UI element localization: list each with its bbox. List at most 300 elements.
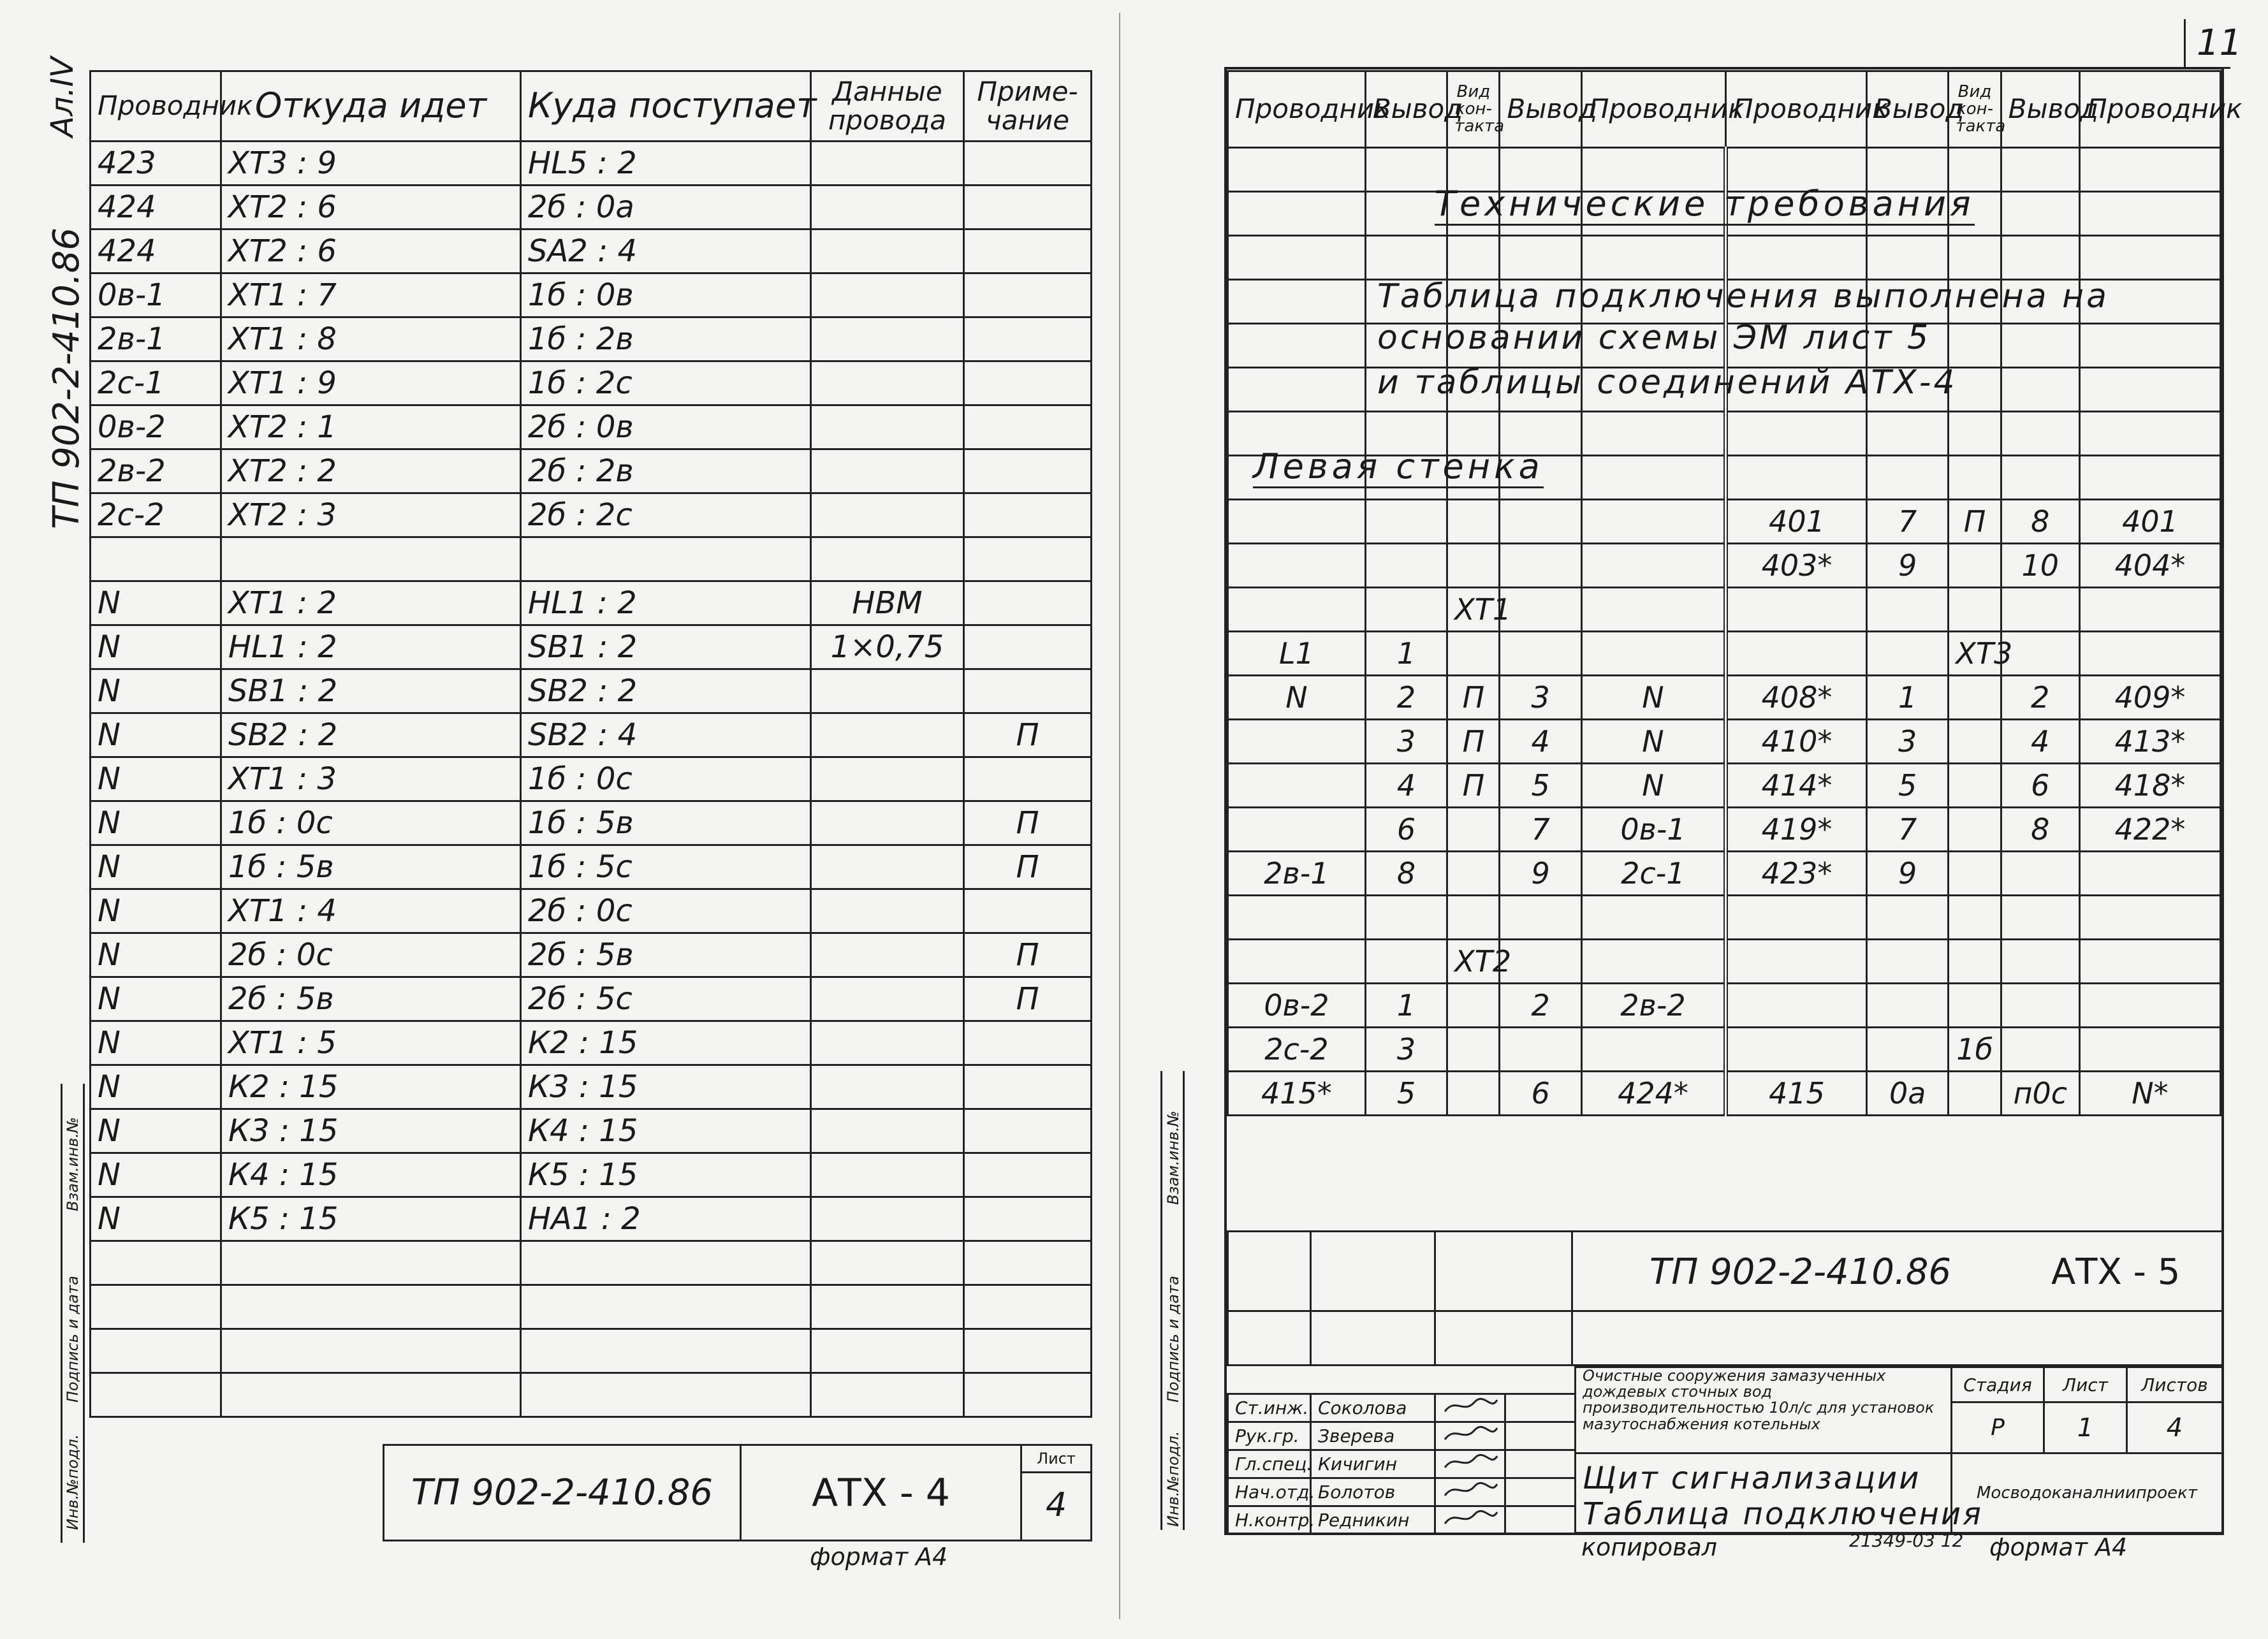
cell-to: 2б : 5в bbox=[521, 933, 811, 977]
stamp-person-role: Рук.гр. bbox=[1228, 1422, 1311, 1450]
cell-from: ХТ1 : 4 bbox=[221, 889, 521, 933]
signature-cell bbox=[1435, 1478, 1505, 1506]
cell-output-c bbox=[1866, 456, 1948, 500]
cell-output-d: п0с bbox=[2001, 1072, 2079, 1116]
cell-conductor bbox=[91, 1241, 221, 1285]
cell-conductor-b bbox=[1581, 632, 1725, 676]
table-row bbox=[1228, 1028, 2221, 1072]
stamp-code-row bbox=[1227, 1230, 2223, 1366]
cell-output-d bbox=[2001, 852, 2079, 896]
cell-wire-data bbox=[811, 537, 964, 581]
note-line-2: основании схемы ЭМ лист 5 bbox=[1377, 319, 1931, 357]
cell-conductor-c bbox=[1726, 588, 1867, 632]
cell-wire-data bbox=[811, 186, 964, 229]
cell-to: НА1 : 2 bbox=[521, 1197, 811, 1241]
cell-contact-b bbox=[1949, 236, 2001, 280]
table-row bbox=[91, 933, 1092, 977]
cell-wire-data bbox=[811, 845, 964, 889]
cell-conductor-c bbox=[1726, 412, 1867, 456]
cell-note: П bbox=[964, 933, 1092, 977]
cell-conductor-d: N* bbox=[2079, 1072, 2220, 1116]
cell-output-c bbox=[1866, 940, 1948, 984]
table-row bbox=[1228, 896, 2221, 940]
cell-wire-data bbox=[811, 801, 964, 845]
stamp-person-name: Зверева bbox=[1311, 1422, 1435, 1450]
cell-contact-a bbox=[1447, 236, 1500, 280]
table-row bbox=[1228, 720, 2221, 764]
table-row bbox=[91, 1373, 1092, 1417]
header-conductor: Проводник bbox=[91, 71, 221, 142]
cell-output-a: 6 bbox=[1365, 808, 1447, 852]
table-row bbox=[1228, 808, 2221, 852]
cell-contact-b bbox=[1949, 1072, 2001, 1116]
cell-conductor-c: 403* bbox=[1726, 544, 1867, 588]
cell-conductor-d: 409* bbox=[2079, 676, 2220, 720]
cell-conductor: 424 bbox=[91, 186, 221, 229]
cell-conductor-b bbox=[1581, 412, 1725, 456]
cell-contact-b bbox=[1949, 412, 2001, 456]
cell-conductor: N bbox=[91, 1153, 221, 1197]
cell-output-c: 1 bbox=[1866, 676, 1948, 720]
cell-conductor-b bbox=[1581, 896, 1725, 940]
cell-conductor: N bbox=[91, 1065, 221, 1109]
stamp-person-name: Кичигин bbox=[1311, 1450, 1435, 1478]
cell-from bbox=[221, 1373, 521, 1417]
rh-output-2: Вывод bbox=[1500, 71, 1581, 148]
cell-to: 2б : 2с bbox=[521, 493, 811, 537]
cell-note bbox=[964, 1285, 1092, 1329]
cell-conductor-d bbox=[2079, 324, 2220, 368]
stamp-person-name: Редникин bbox=[1311, 1506, 1435, 1534]
right-margin-label: Подпись и дата bbox=[1164, 1276, 1182, 1402]
cell-contact-b bbox=[1949, 852, 2001, 896]
cell-output-d bbox=[2001, 192, 2079, 236]
cell-wire-data bbox=[811, 229, 964, 273]
table-row bbox=[91, 669, 1092, 713]
cell-conductor-b bbox=[1581, 544, 1725, 588]
table-row bbox=[1228, 588, 2221, 632]
cell-conductor: 423 bbox=[91, 142, 221, 186]
cell-contact-b bbox=[1949, 984, 2001, 1028]
stamp-object: Очистные сооружения замазученных дождевых сточных вод производительностью 10л/с для установок мазутоснабжения котельных bbox=[1576, 1367, 1952, 1453]
table-row bbox=[91, 317, 1092, 361]
left-doc-id: АТХ - 4 bbox=[741, 1445, 1021, 1541]
signature-scribble bbox=[1442, 1423, 1500, 1445]
cell-conductor-a bbox=[1228, 368, 1366, 412]
cell-conductor-a: 2с-2 bbox=[1228, 1028, 1366, 1072]
stamp-title bbox=[1574, 1366, 2223, 1534]
cell-to: 1б : 0с bbox=[521, 757, 811, 801]
table-row bbox=[91, 889, 1092, 933]
cell-contact-a bbox=[1447, 984, 1500, 1028]
cell-conductor-d bbox=[2079, 456, 2220, 500]
cell-contact-b bbox=[1949, 324, 2001, 368]
cell-conductor-c bbox=[1726, 632, 1867, 676]
cell-conductor bbox=[91, 1373, 221, 1417]
left-title-block bbox=[383, 1444, 1092, 1541]
cell-from: SB1 : 2 bbox=[221, 669, 521, 713]
cell-output-a bbox=[1365, 544, 1447, 588]
cell-output-a: 1 bbox=[1365, 632, 1447, 676]
cell-to: 2б : 2в bbox=[521, 449, 811, 493]
cell-conductor-a bbox=[1228, 940, 1366, 984]
cell-contact-b: 1б bbox=[1949, 1028, 2001, 1072]
cell-conductor bbox=[91, 1285, 221, 1329]
cell-wire-data bbox=[811, 1153, 964, 1197]
cell-from: ХТ2 : 1 bbox=[221, 405, 521, 449]
cell-conductor-c: 415 bbox=[1726, 1072, 1867, 1116]
cell-from: ХТ2 : 3 bbox=[221, 493, 521, 537]
cell-output-d bbox=[2001, 412, 2079, 456]
cell-to: SA2 : 4 bbox=[521, 229, 811, 273]
cell-contact-a bbox=[1447, 1072, 1500, 1116]
cell-to: 1б : 5с bbox=[521, 845, 811, 889]
cell-output-b bbox=[1500, 632, 1581, 676]
cell-output-b bbox=[1500, 940, 1581, 984]
cell-conductor-c bbox=[1726, 456, 1867, 500]
cell-conductor-d: 422* bbox=[2079, 808, 2220, 852]
cell-wire-data bbox=[811, 449, 964, 493]
stamp-sheets: 4 bbox=[2127, 1402, 2223, 1453]
note-line-1: Таблица подключения выполнена на bbox=[1377, 277, 2110, 316]
cell-conductor bbox=[91, 537, 221, 581]
table-row bbox=[91, 1197, 1092, 1241]
cell-conductor-a: L1 bbox=[1228, 632, 1366, 676]
cell-conductor-d bbox=[2079, 1028, 2220, 1072]
cell-contact-a bbox=[1447, 896, 1500, 940]
cell-conductor-b: N bbox=[1581, 676, 1725, 720]
cell-conductor-d bbox=[2079, 940, 2220, 984]
cell-conductor-c: 423* bbox=[1726, 852, 1867, 896]
cell-wire-data bbox=[811, 889, 964, 933]
cell-conductor-c: 410* bbox=[1726, 720, 1867, 764]
table-row bbox=[91, 845, 1092, 889]
cell-output-b bbox=[1500, 588, 1581, 632]
cell-wire-data bbox=[811, 361, 964, 405]
cell-from: ХТ1 : 9 bbox=[221, 361, 521, 405]
cell-conductor-b: N bbox=[1581, 764, 1725, 808]
cell-to: 2б : 0с bbox=[521, 889, 811, 933]
cell-to: 1б : 5в bbox=[521, 801, 811, 845]
cell-contact-b: П bbox=[1949, 500, 2001, 544]
cell-output-c: 3 bbox=[1866, 720, 1948, 764]
cell-conductor-c bbox=[1726, 1028, 1867, 1072]
cell-output-c: 0а bbox=[1866, 1072, 1948, 1116]
table-row bbox=[91, 537, 1092, 581]
stamp-person-name: Болотов bbox=[1311, 1478, 1435, 1506]
tech-req-title: Технические требования bbox=[1435, 184, 1975, 226]
cell-conductor-a bbox=[1228, 544, 1366, 588]
cell-contact-a bbox=[1447, 808, 1500, 852]
cell-wire-data bbox=[811, 1065, 964, 1109]
left-wall-label: Левая стенка bbox=[1253, 446, 1544, 488]
signature-cell bbox=[1435, 1450, 1505, 1478]
cell-from: 2б : 0с bbox=[221, 933, 521, 977]
cell-output-c: 5 bbox=[1866, 764, 1948, 808]
cell-conductor-a: 415* bbox=[1228, 1072, 1366, 1116]
cell-from: К3 : 15 bbox=[221, 1109, 521, 1153]
cell-conductor-d bbox=[2079, 852, 2220, 896]
cell-conductor: N bbox=[91, 713, 221, 757]
cell-conductor: 2в-2 bbox=[91, 449, 221, 493]
left-margin-label: Подпись и дата bbox=[64, 1276, 82, 1402]
cell-to bbox=[521, 1241, 811, 1285]
cell-conductor-b bbox=[1581, 940, 1725, 984]
cell-contact-a: П bbox=[1447, 764, 1500, 808]
cell-note bbox=[964, 361, 1092, 405]
stamp-title-2: Таблица подключения bbox=[1583, 1496, 1983, 1532]
cell-contact-a bbox=[1447, 544, 1500, 588]
cell-conductor: N bbox=[91, 845, 221, 889]
cell-output-d: 8 bbox=[2001, 808, 2079, 852]
cell-wire-data bbox=[811, 1241, 964, 1285]
cell-conductor-c bbox=[1726, 984, 1867, 1028]
cell-output-b: 6 bbox=[1500, 1072, 1581, 1116]
cell-contact-a bbox=[1447, 632, 1500, 676]
table-row bbox=[91, 142, 1092, 186]
date-cell bbox=[1505, 1450, 1576, 1478]
cell-wire-data bbox=[811, 1109, 964, 1153]
date-cell bbox=[1505, 1478, 1576, 1506]
right-footer-copied: копировал bbox=[1581, 1533, 1718, 1561]
rh-conductor-1: Проводник bbox=[1228, 71, 1366, 148]
table-row bbox=[91, 757, 1092, 801]
cell-output-b: 5 bbox=[1500, 764, 1581, 808]
cell-output-c bbox=[1866, 632, 1948, 676]
cell-note bbox=[964, 625, 1092, 669]
cell-conductor: 0в-2 bbox=[91, 405, 221, 449]
cell-conductor-d bbox=[2079, 236, 2220, 280]
table-row bbox=[91, 1241, 1092, 1285]
cell-note bbox=[964, 229, 1092, 273]
note-line-3: и таблицы соединений АТХ-4 bbox=[1377, 363, 1957, 402]
left-margin-code: ТП 902-2-410.86 bbox=[46, 228, 87, 529]
cell-note: П bbox=[964, 977, 1092, 1021]
cell-from bbox=[221, 1241, 521, 1285]
cell-note bbox=[964, 1109, 1092, 1153]
signature-scribble bbox=[1442, 1479, 1500, 1501]
table-row bbox=[91, 581, 1092, 625]
table-row bbox=[91, 1153, 1092, 1197]
cell-conductor-a: 0в-2 bbox=[1228, 984, 1366, 1028]
cell-output-b bbox=[1500, 1028, 1581, 1072]
cell-wire-data: 1×0,75 bbox=[811, 625, 964, 669]
cell-conductor-b bbox=[1581, 456, 1725, 500]
cell-note bbox=[964, 1021, 1092, 1065]
cell-from: 1б : 0с bbox=[221, 801, 521, 845]
right-footer-number: 21349-03 12 bbox=[1849, 1530, 1964, 1551]
cell-conductor: N bbox=[91, 1109, 221, 1153]
cell-conductor-d bbox=[2079, 412, 2220, 456]
cell-output-d bbox=[2001, 984, 2079, 1028]
cell-conductor-a: N bbox=[1228, 676, 1366, 720]
left-sheet-cell bbox=[1021, 1445, 1092, 1541]
cell-output-d: 4 bbox=[2001, 720, 2079, 764]
table-row bbox=[91, 186, 1092, 229]
cell-conductor: N bbox=[91, 977, 221, 1021]
cell-from: SB2 : 2 bbox=[221, 713, 521, 757]
cell-note bbox=[964, 1373, 1092, 1417]
cell-conductor: N bbox=[91, 625, 221, 669]
cell-note bbox=[964, 1241, 1092, 1285]
cell-wire-data bbox=[811, 669, 964, 713]
cell-output-d: 6 bbox=[2001, 764, 2079, 808]
cell-conductor-b bbox=[1581, 1028, 1725, 1072]
left-margin-label: Взам.инв.№ bbox=[64, 1117, 82, 1211]
cell-conductor bbox=[91, 1329, 221, 1373]
cell-contact-a: П bbox=[1447, 676, 1500, 720]
cell-conductor-d: 413* bbox=[2079, 720, 2220, 764]
cell-output-d bbox=[2001, 456, 2079, 500]
date-cell bbox=[1505, 1506, 1576, 1534]
cell-from: К5 : 15 bbox=[221, 1197, 521, 1241]
stamp-stage-label: Стадия bbox=[1952, 1367, 2044, 1402]
right-connection-table bbox=[1227, 70, 2242, 1116]
stamp-doc-id: АТХ - 5 bbox=[2051, 1251, 2181, 1293]
cell-note bbox=[964, 273, 1092, 317]
cell-conductor-d bbox=[2079, 148, 2220, 192]
cell-conductor-d bbox=[2079, 896, 2220, 940]
cell-output-a bbox=[1365, 588, 1447, 632]
cell-conductor: 2с-1 bbox=[91, 361, 221, 405]
stamp-person-role: Нач.отд. bbox=[1228, 1478, 1311, 1506]
table-row bbox=[1228, 940, 2221, 984]
cell-contact-b bbox=[1949, 588, 2001, 632]
cell-from: ХТ2 : 2 bbox=[221, 449, 521, 493]
cell-note bbox=[964, 317, 1092, 361]
cell-contact-a: П bbox=[1447, 720, 1500, 764]
cell-conductor: 0в-1 bbox=[91, 273, 221, 317]
cell-conductor: N bbox=[91, 1021, 221, 1065]
cell-conductor: N bbox=[91, 889, 221, 933]
left-sheet-number: 4 bbox=[1045, 1486, 1067, 1524]
cell-wire-data bbox=[811, 1285, 964, 1329]
left-doc-code: ТП 902-2-410.86 bbox=[384, 1445, 741, 1541]
cell-to bbox=[521, 1373, 811, 1417]
cell-from: К2 : 15 bbox=[221, 1065, 521, 1109]
header-from: Откуда идет bbox=[221, 71, 521, 142]
cell-from: ХТ1 : 8 bbox=[221, 317, 521, 361]
cell-output-c bbox=[1866, 412, 1948, 456]
cell-wire-data bbox=[811, 1021, 964, 1065]
cell-output-c: 9 bbox=[1866, 544, 1948, 588]
stamp-person-row bbox=[1228, 1394, 1576, 1422]
cell-conductor: N bbox=[91, 1197, 221, 1241]
cell-output-b: 3 bbox=[1500, 676, 1581, 720]
rh-contact-type-1: Вид кон-такта bbox=[1447, 71, 1500, 148]
cell-conductor-a bbox=[1228, 764, 1366, 808]
cell-output-c bbox=[1866, 896, 1948, 940]
signature-scribble bbox=[1442, 1451, 1500, 1473]
table-row bbox=[91, 361, 1092, 405]
cell-conductor: 2в-1 bbox=[91, 317, 221, 361]
signature-cell bbox=[1435, 1422, 1505, 1450]
cell-from: ХТ2 : 6 bbox=[221, 229, 521, 273]
table-row bbox=[91, 625, 1092, 669]
right-margin-label: Инв.№подл. bbox=[1164, 1431, 1182, 1527]
table-row bbox=[91, 1065, 1092, 1109]
cell-contact-b bbox=[1949, 676, 2001, 720]
cell-to: 2б : 0в bbox=[521, 405, 811, 449]
cell-contact-a: ХТ1 bbox=[1447, 588, 1500, 632]
table-row bbox=[1228, 544, 2221, 588]
header-to: Куда поступает bbox=[521, 71, 811, 142]
table-row bbox=[1228, 764, 2221, 808]
table-row bbox=[91, 1329, 1092, 1373]
cell-conductor: N bbox=[91, 669, 221, 713]
cell-output-c bbox=[1866, 236, 1948, 280]
cell-output-b bbox=[1500, 544, 1581, 588]
table-row bbox=[1228, 676, 2221, 720]
cell-wire-data bbox=[811, 977, 964, 1021]
cell-conductor: N bbox=[91, 581, 221, 625]
cell-output-c: 7 bbox=[1866, 500, 1948, 544]
stamp-person-role: Ст.инж. bbox=[1228, 1394, 1311, 1422]
cell-conductor-d: 404* bbox=[2079, 544, 2220, 588]
cell-contact-b bbox=[1949, 808, 2001, 852]
cell-conductor-d bbox=[2079, 192, 2220, 236]
cell-conductor-d bbox=[2079, 368, 2220, 412]
cell-to bbox=[521, 1285, 811, 1329]
cell-output-a: 1 bbox=[1365, 984, 1447, 1028]
stamp-person-role: Гл.спец. bbox=[1228, 1450, 1311, 1478]
table-row bbox=[1228, 500, 2221, 544]
cell-from: 1б : 5в bbox=[221, 845, 521, 889]
cell-conductor: N bbox=[91, 757, 221, 801]
cell-from bbox=[221, 1285, 521, 1329]
cell-conductor-b bbox=[1581, 236, 1725, 280]
cell-output-a bbox=[1365, 236, 1447, 280]
cell-output-d bbox=[2001, 1028, 2079, 1072]
cell-conductor-a bbox=[1228, 280, 1366, 324]
cell-output-d bbox=[2001, 588, 2079, 632]
cell-wire-data bbox=[811, 493, 964, 537]
date-cell bbox=[1505, 1394, 1576, 1422]
table-row bbox=[91, 405, 1092, 449]
cell-conductor-a bbox=[1228, 324, 1366, 368]
cell-conductor-b: 0в-1 bbox=[1581, 808, 1725, 852]
cell-note bbox=[964, 493, 1092, 537]
cell-output-a: 3 bbox=[1365, 1028, 1447, 1072]
cell-note bbox=[964, 1153, 1092, 1197]
cell-conductor-a: 2в-1 bbox=[1228, 852, 1366, 896]
cell-conductor-a bbox=[1228, 500, 1366, 544]
cell-output-a bbox=[1365, 940, 1447, 984]
cell-note bbox=[964, 186, 1092, 229]
cell-contact-b: ХТ3 bbox=[1949, 632, 2001, 676]
cell-wire-data bbox=[811, 933, 964, 977]
cell-from: К4 : 15 bbox=[221, 1153, 521, 1197]
cell-conductor: N bbox=[91, 933, 221, 977]
right-margin-label: Взам.инв.№ bbox=[1164, 1111, 1182, 1205]
cell-output-b: 7 bbox=[1500, 808, 1581, 852]
signature-scribble bbox=[1442, 1395, 1500, 1417]
cell-to: SB2 : 2 bbox=[521, 669, 811, 713]
cell-conductor-b bbox=[1581, 500, 1725, 544]
stamp-sheet: 1 bbox=[2044, 1402, 2127, 1453]
cell-wire-data bbox=[811, 405, 964, 449]
cell-contact-a bbox=[1447, 852, 1500, 896]
stamp-doc-code: ТП 902-2-410.86 bbox=[1650, 1251, 1951, 1293]
cell-conductor-b: 2с-1 bbox=[1581, 852, 1725, 896]
cell-to: HL1 : 2 bbox=[521, 581, 811, 625]
cell-wire-data bbox=[811, 317, 964, 361]
cell-to: 2б : 5с bbox=[521, 977, 811, 1021]
cell-contact-b bbox=[1949, 544, 2001, 588]
signature-scribble bbox=[1442, 1507, 1500, 1529]
cell-conductor-b: N bbox=[1581, 720, 1725, 764]
cell-wire-data bbox=[811, 142, 964, 186]
